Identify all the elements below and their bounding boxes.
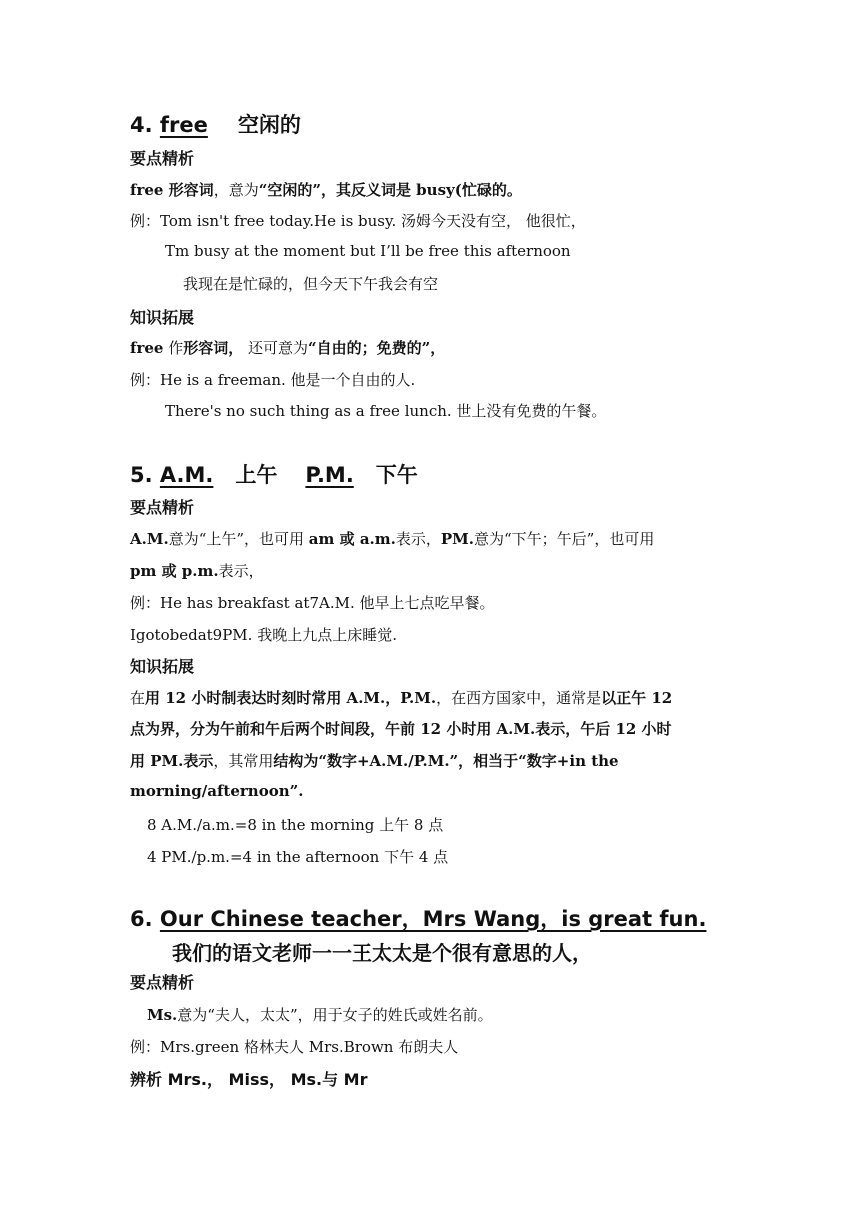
example-line: 例：He is a freeman. 他是一个自由的人.: [130, 371, 416, 389]
section-number: 6.: [130, 907, 153, 931]
example-line: Tm busy at the moment but I’ll be free this afternoon: [165, 242, 571, 260]
vocab-word: A.M.: [159, 463, 214, 487]
paragraph: morning/afternoon”.: [130, 782, 304, 800]
paragraph: free 作形容词， 还可意为“自由的；免费的”，: [130, 339, 446, 357]
subheading-key-points: 要点精析: [130, 498, 195, 517]
example-line: 4 PM./p.m.=4 in the afternoon 下午 4 点: [147, 848, 449, 866]
section-number: 5.: [130, 463, 153, 487]
example-line: There's no such thing as a free lunch. 世上没有免费的午餐。: [165, 402, 607, 420]
section-6-heading: [130, 903, 706, 933]
example-line: 8 A.M./a.m.=8 in the morning 上午 8 点: [147, 816, 444, 834]
section-number: 4.: [130, 113, 153, 137]
example-label: 例：: [130, 594, 161, 612]
vocab-meaning: 空闲的: [237, 113, 301, 137]
example-label: 例：: [130, 371, 161, 389]
example-line: 例：Mrs.green 格林夫人 Mrs.Brown 布朗夫人: [130, 1038, 459, 1056]
example-label: 例：: [130, 212, 161, 230]
sentence-title: Our Chinese teacher，Mrs Wang，is great fun.: [159, 907, 707, 931]
vocab-meaning: 上午: [235, 463, 278, 487]
paragraph: free 形容词，意为“空闲的”，其反义词是 busy(忙碌的。: [130, 181, 522, 199]
paragraph: 用 PM.表示，其常用结构为“数字+A.M./P.M.”，相当于“数字+in the: [130, 752, 619, 770]
example-line: 例：He has breakfast at7A.M. 他早上七点吃早餐。: [130, 594, 495, 612]
paragraph: A.M.意为“上午”，也可用 am 或 a.m.表示，PM.意为“下午；午后”，也可用: [130, 530, 655, 548]
paragraph: 在用 12 小时制表达时刻时常用 A.M.，P.M.，在西方国家中，通常是以正午 12: [130, 689, 673, 707]
section-4-heading: [130, 109, 301, 139]
section-5-heading: [130, 459, 418, 489]
example-line: Igotobedat9PM. 我晚上九点上床睡觉.: [130, 626, 397, 644]
subheading-extension: 知识拓展: [130, 657, 195, 676]
subheading-key-points: 要点精析: [130, 149, 195, 168]
paragraph: pm 或 p.m.表示，: [130, 562, 264, 580]
paragraph: 点为界，分为午前和午后两个时间段，午前 12 小时用 A.M.表示，午后 12 小时: [130, 720, 672, 738]
example-label: 例：: [130, 1038, 161, 1056]
example-line: 例：Tom isn't free today.He is busy. 汤姆今天没有空， 他很忙，: [130, 212, 586, 230]
sentence-translation: 我们的语文老师一一王太太是个很有意思的人，: [172, 941, 592, 965]
subheading-comparison: 辨析 Mrs.， Miss， Ms.与 Mr: [130, 1070, 368, 1089]
vocab-word: free: [159, 113, 208, 137]
paragraph: Ms.意为“夫人，太太”，用于女子的姓氏或姓名前。: [147, 1006, 493, 1024]
vocab-meaning: 下午: [375, 463, 418, 487]
subheading-key-points: 要点精析: [130, 973, 195, 992]
subheading-extension: 知识拓展: [130, 308, 195, 327]
example-translation: 我现在是忙碌的，但今天下午我会有空: [183, 275, 439, 293]
vocab-word: P.M.: [305, 463, 354, 487]
